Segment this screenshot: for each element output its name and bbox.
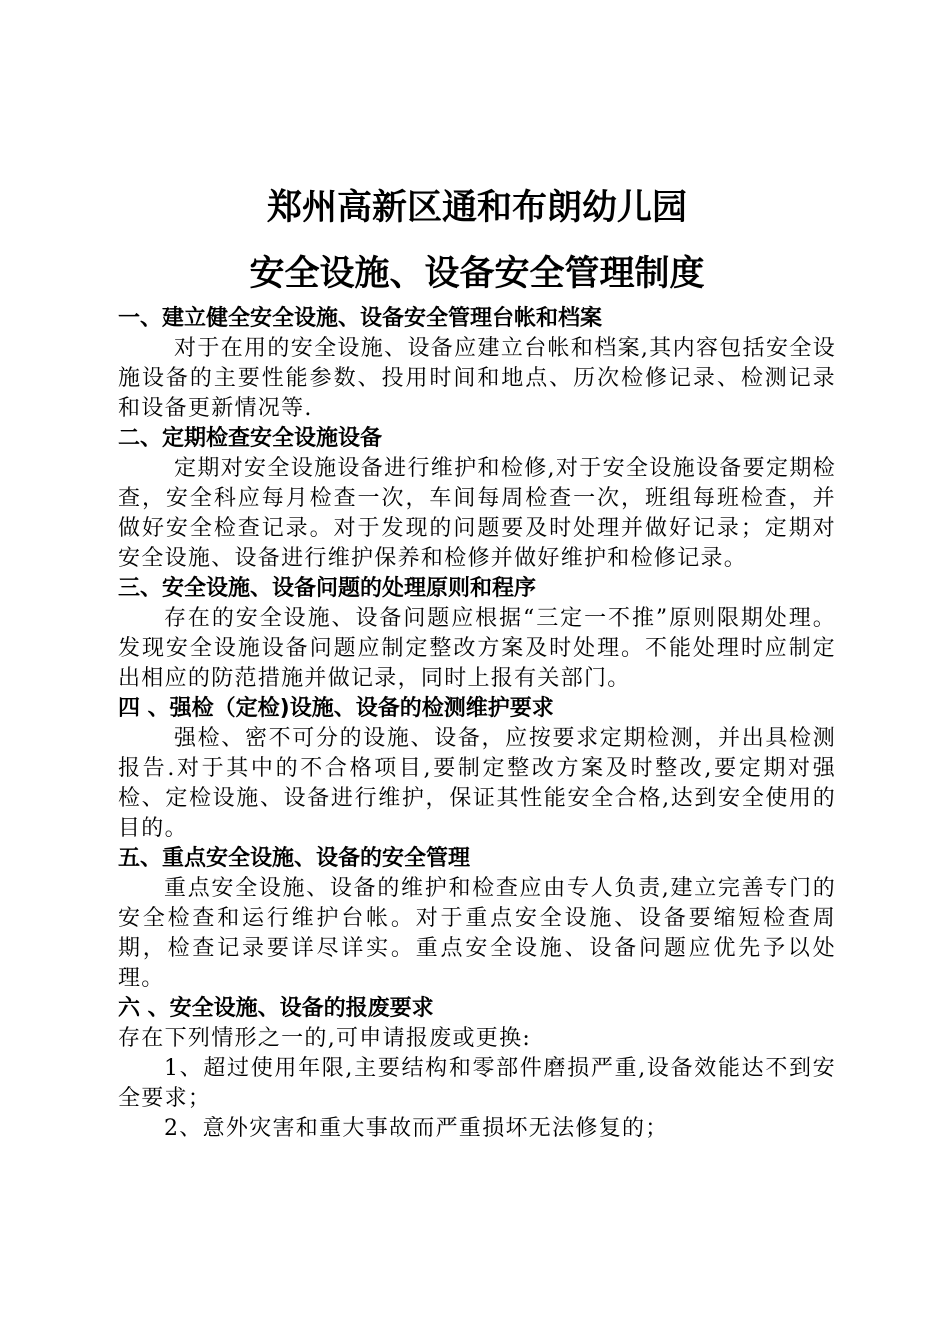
section-heading: 六 、安全设施、设备的报废要求	[118, 996, 434, 1021]
document-title-line2: 安全设施、设备安全管理制度	[249, 254, 705, 294]
section-3	[118, 574, 836, 694]
section-heading: 五、重点安全设施、设备的安全管理	[118, 846, 471, 871]
section-1	[118, 304, 836, 424]
section-paragraph: 强检、密不可分的设施、设备，应按要求定期检测，并出具检测报告.对于其中的不合格项目,要制定整改方案及时整改,要定期对强检、定检设施、设备进行维护，保证其性能安全合格,达到安全使用的目的。	[118, 726, 836, 841]
section-paragraph: 重点安全设施、设备的维护和检查应由专人负责,建立完善专门的安全检查和运行维护台帐。对于重点安全设施、设备要缩短检查周期，检查记录要详尽详实。重点安全设施、设备问题应优先予以处理。	[118, 876, 836, 991]
section-2	[118, 424, 836, 574]
section-4	[118, 694, 836, 844]
section-heading: 二、定期检查安全设施设备	[118, 426, 383, 451]
section-paragraph: 对于在用的安全设施、设备应建立台帐和档案,其内容包括安全设施设备的主要性能参数、投用时间和地点、历次检修记录、检测记录和设备更新情况等.	[118, 336, 836, 421]
list-item: 1、超过使用年限,主要结构和零部件磨损严重,设备效能达不到安全要求；	[118, 1056, 836, 1111]
section-heading: 三、安全设施、设备问题的处理原则和程序	[118, 576, 537, 601]
document-page	[118, 178, 836, 1144]
list-item: 2、意外灾害和重大事故而严重损坏无法修复的；	[164, 1116, 669, 1141]
section-5	[118, 844, 836, 994]
section-heading: 一、建立健全安全设施、设备安全管理台帐和档案	[118, 306, 603, 331]
section-paragraph: 存在的安全设施、设备问题应根据“三定一不推”原则限期处理。发现安全设施设备问题应制定整改方案及时处理。不能处理时应制定出相应的防范措施并做记录，同时上报有关部门。	[118, 606, 836, 691]
document-title-line1: 郑州高新区通和布朗幼儿园	[266, 188, 687, 228]
section-heading: 四 、强检（定检)设施、设备的检测维护要求	[118, 696, 554, 721]
section-6	[118, 994, 836, 1144]
section-paragraph: 定期对安全设施设备进行维护和检修,对于安全设施设备要定期检查，安全科应每月检查一次，车间每周检查一次，班组每班检查，并做好安全检查记录。对于发现的问题要及时处理并做好记录；定期对安全设施、设备进行维护保养和检修并做好维护和检修记录。	[118, 456, 836, 571]
section-paragraph: 存在下列情形之一的,可申请报废或更换:	[118, 1026, 532, 1051]
